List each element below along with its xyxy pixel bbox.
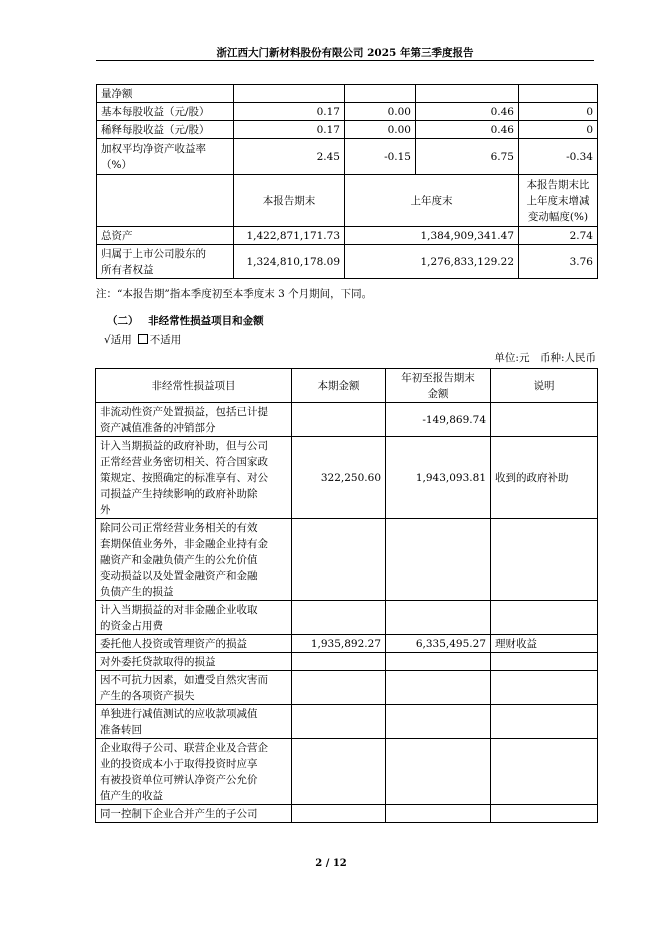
item-label-line: 计入当期损益的政府补助，但与公司 [100,439,268,452]
non-recurring-items-table [95,368,598,823]
cell: 0 [519,103,598,121]
not-applicable-option: 不适用 [149,334,182,346]
item-label [96,519,292,601]
table-row [96,653,598,671]
financial-indicators-table [96,84,598,279]
item-label [96,437,292,519]
item-label-line: 因不可抗力因素，如遭受自然灾害而 [100,673,268,686]
note-cell: 理财收益 [491,635,598,653]
note-cell: 收到的政府补助 [491,437,598,519]
note-cell [491,805,598,823]
table-row [96,635,598,653]
row-label-line: 加权平均净资产收益率 [101,142,206,155]
ytd-cell: 6,335,495.27 [386,635,491,653]
cell: 3.76 [519,245,598,279]
note-cell [491,653,598,671]
cell: 0 [519,121,598,139]
current-cell: 322,250.60 [292,437,386,519]
cell [234,85,345,103]
table-row [96,671,598,705]
column-header-line: 变动幅度(%) [527,210,589,223]
unit-line: 单位:元 币种:人民币 [494,352,596,364]
item-label [96,705,292,739]
item-label-line: 资产减值准备的冲销部分 [100,421,216,434]
row-label: 总资产 [97,227,234,245]
row-label: 基本每股收益（元/股） [97,103,234,121]
item-label-line: 产生的各项资产损失 [100,689,195,702]
column-header-line: 本报告期末比 [526,178,590,191]
table-row [97,85,598,103]
table-row [96,519,598,601]
applicable-option: √适用 [104,334,132,346]
table-row [96,805,598,823]
ytd-cell: 1,943,093.81 [386,437,491,519]
column-header-line: 上年度末增减 [526,194,590,207]
current-cell: 1,935,892.27 [292,635,386,653]
note-cell [491,739,598,805]
cell: 1,384,909,341.47 [345,227,519,245]
item-label-line: 融资产和金融负债产生的公允价值 [100,553,258,566]
table-body [96,403,598,823]
current-cell [292,739,386,805]
row-label [97,139,234,175]
item-label-line: 对外委托贷款取得的损益 [100,655,216,668]
section-heading [107,313,264,328]
table-row [97,245,598,279]
cell: 2.74 [519,227,598,245]
cell [416,85,519,103]
section-title: 非经常性损益项目和金额 [148,315,264,327]
item-label-line: 策规定、按照确定的标准享有、对公 [100,471,268,484]
item-label-line: 委托他人投资或管理资产的损益 [100,637,247,650]
cell: 0.00 [345,103,416,121]
note-cell [491,601,598,635]
row-label-line: 所有者权益 [101,263,154,276]
cell: 1,276,833,129.22 [345,245,519,279]
item-label [96,635,292,653]
cell: 1,324,810,178.09 [234,245,345,279]
column-header: 上年度末 [345,175,519,227]
checkbox-icon [138,334,148,344]
ytd-cell [386,805,491,823]
ytd-cell [386,705,491,739]
note-cell [491,705,598,739]
current-cell [292,519,386,601]
item-label [96,739,292,805]
ytd-cell [386,519,491,601]
cell: 1,422,871,171.73 [234,227,345,245]
item-label [96,671,292,705]
table-header-row [96,369,598,403]
ytd-cell [386,653,491,671]
cell: -0.15 [345,139,416,175]
cell [345,85,416,103]
report-header-title: 浙江西大门新材料股份有限公司 2025 年第三季度报告 [216,47,474,59]
column-header-line: 金额 [427,387,449,400]
table-row [96,601,598,635]
applicability-options [104,332,181,347]
table-row [97,227,598,245]
item-label-line: 准备转回 [100,723,142,736]
section-number: （二） [107,315,139,327]
cell: 6.75 [416,139,519,175]
item-label-line: 套期保值业务外，非金融企业持有金 [100,537,268,550]
cell: 0.17 [234,103,345,121]
table-row [97,103,598,121]
item-label-line: 负债产生的损益 [100,585,174,598]
row-label: 稀释每股收益（元/股） [97,121,234,139]
item-label-line: 司损益产生持续影响的政府补助除 [100,487,258,500]
current-cell [292,601,386,635]
note-cell [491,519,598,601]
column-header [386,369,491,403]
row-label-line: 归属于上市公司股东的 [101,247,206,260]
item-label-line: 单独进行减值测试的应收款项减值 [100,707,258,720]
table-subheader-row [97,175,598,227]
cell: 0.46 [416,103,519,121]
table-row [96,437,598,519]
item-label-line: 计入当期损益的对非金融企业收取 [100,603,258,616]
table-note: 注：“本报告期”指本季度初至本季度末 3 个月期间，下同。 [96,288,373,300]
current-cell [292,671,386,705]
current-cell [292,653,386,671]
column-header: 非经常性损益项目 [96,369,292,403]
table-row [97,121,598,139]
ytd-cell [386,671,491,705]
ytd-cell [386,601,491,635]
item-label-line: 的资金占用费 [100,619,163,632]
item-label-line: 非流动性资产处置损益，包括已计提 [100,405,268,418]
item-label [96,403,292,437]
current-cell [292,403,386,437]
header-rule [96,60,594,61]
table-row [96,739,598,805]
row-label [97,245,234,279]
column-header: 本报告期末 [234,175,345,227]
note-cell [491,403,598,437]
page-number: 2 / 12 [315,858,347,869]
item-label-line: 除同公司正常经营业务相关的有效 [100,521,258,534]
item-label-line: 变动损益以及处置金融资产和金融 [100,569,258,582]
column-header: 本期金额 [292,369,386,403]
cell: 0.17 [234,121,345,139]
item-label-line: 正常经营业务密切相关、符合国家政 [100,455,268,468]
note-cell [491,671,598,705]
cell [97,175,234,227]
column-header: 说明 [491,369,598,403]
item-label-line: 值产生的收益 [100,789,163,802]
column-header [519,175,598,227]
cell: -0.34 [519,139,598,175]
cell: 0.46 [416,121,519,139]
table-row [97,139,598,175]
column-header-line: 年初至报告期末 [401,371,475,384]
table-row [96,705,598,739]
item-label-line: 企业取得子公司、联营企业及合营企 [100,741,268,754]
item-label [96,601,292,635]
ytd-cell: -149,869.74 [386,403,491,437]
item-label-line: 有被投资单位可辨认净资产公允价 [100,773,258,786]
cell [519,85,598,103]
table-row [96,403,598,437]
row-label-line: （%） [101,158,132,171]
cell: 2.45 [234,139,345,175]
item-label [96,805,292,823]
item-label [96,653,292,671]
item-label-line: 同一控制下企业合并产生的子公司 [100,807,258,820]
current-cell [292,705,386,739]
ytd-cell [386,739,491,805]
cell: 0.00 [345,121,416,139]
row-label: 量净额 [97,85,234,103]
current-cell [292,805,386,823]
item-label-line: 业的投资成本小于取得投资时应享 [100,757,258,770]
item-label-line: 外 [100,503,111,516]
